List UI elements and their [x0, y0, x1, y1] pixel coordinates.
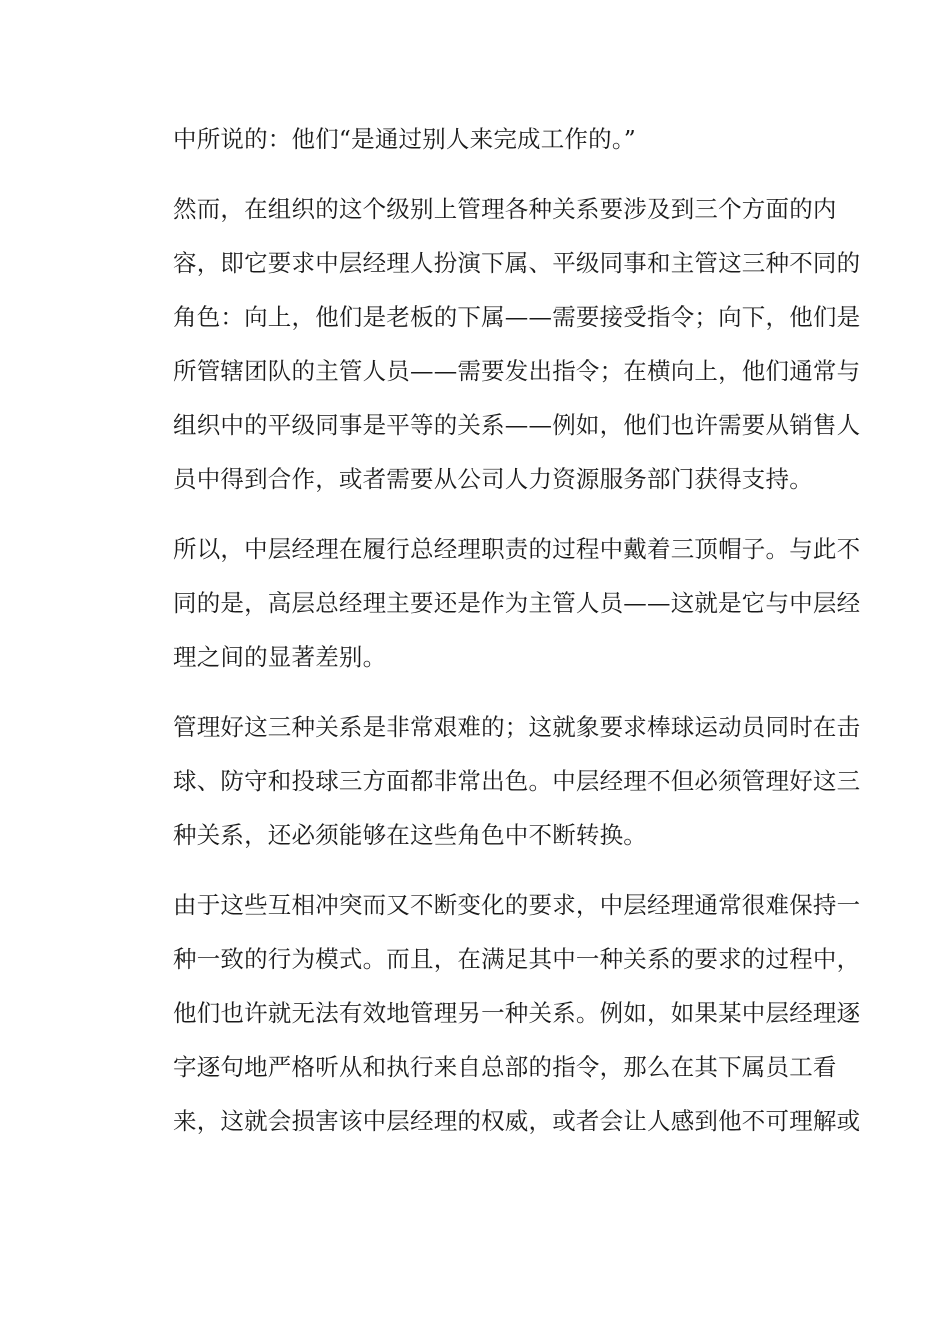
paragraph-2 [173, 182, 873, 506]
paragraph-3 [173, 522, 873, 684]
text-line: 所管辖团队的主管人员——需要发出指令；在横向上，他们通常与 [173, 357, 861, 385]
text-line: 管理好这三种关系是非常艰难的；这就象要求棒球运动员同时在击 [173, 713, 861, 741]
text-line: 角色：向上，他们是老板的下属——需要接受指令；向下，他们是 [173, 303, 861, 331]
text-line: 他们也许就无法有效地管理另一种关系。例如，如果某中层经理逐 [173, 999, 861, 1027]
text-line: 来，这就会损害该中层经理的权威，或者会让人感到他不可理解或 [173, 1107, 861, 1135]
paragraph-4 [173, 700, 873, 862]
text-line: 容，即它要求中层经理人扮演下属、平级同事和主管这三种不同的 [173, 249, 861, 277]
body-text [173, 112, 873, 1164]
text-line: 球、防守和投球三方面都非常出色。中层经理不但必须管理好这三 [173, 767, 861, 795]
text-line: 种一致的行为模式。而且，在满足其中一种关系的要求的过程中， [173, 945, 861, 973]
text-line: 组织中的平级同事是平等的关系——例如，他们也许需要从销售人 [173, 411, 861, 439]
text-line: 由于这些互相冲突而又不断变化的要求，中层经理通常很难保持一 [173, 891, 861, 919]
paragraph-5 [173, 878, 873, 1148]
text-line: 员中得到合作，或者需要从公司人力资源服务部门获得支持。 [173, 465, 813, 493]
text-line: 字逐句地严格听从和执行来自总部的指令，那么在其下属员工看 [173, 1053, 837, 1081]
text-line: 所以，中层经理在履行总经理职责的过程中戴着三顶帽子。与此不 [173, 535, 861, 563]
text-line: 中所说的：他们“是通过别人来完成工作的。” [173, 125, 636, 153]
text-line: 种关系，还必须能够在这些角色中不断转换。 [173, 821, 647, 849]
text-line: 理之间的显著差别。 [173, 643, 387, 671]
paragraph-1 [173, 112, 873, 166]
text-line: 然而，在组织的这个级别上管理各种关系要涉及到三个方面的内 [173, 195, 837, 223]
text-line: 同的是，高层总经理主要还是作为主管人员——这就是它与中层经 [173, 589, 861, 617]
